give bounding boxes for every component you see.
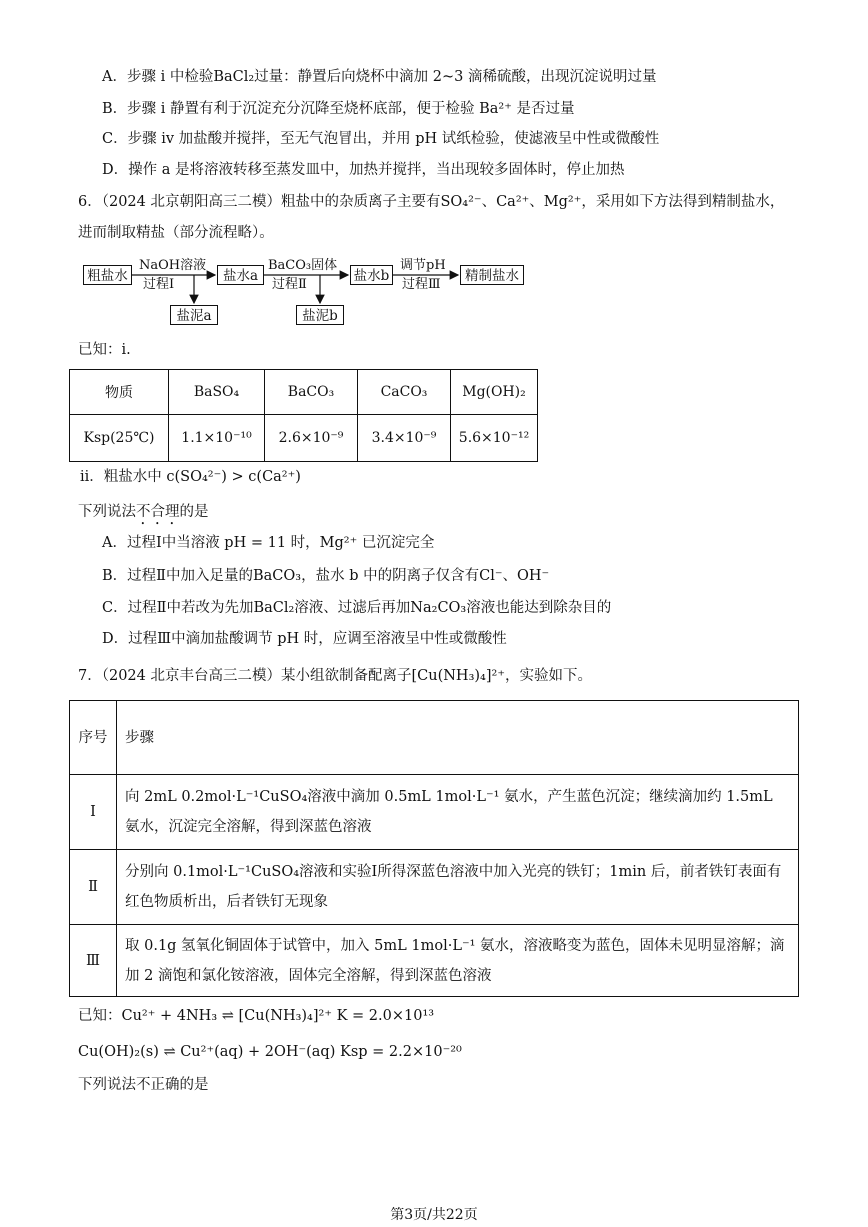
ksp-value-cell: 5.6×10⁻¹² — [451, 415, 538, 462]
ksp-value-cell: 1.1×10⁻¹⁰ — [169, 415, 265, 462]
q5-option-a: A．步骤 i 中检验BaCl₂过量：静置后向烧杯中滴加 2~3 滴稀硫酸，出现沉淀说明过量 — [102, 69, 657, 85]
ksp-table-row — [70, 415, 538, 462]
q5-option-c: C．步骤 iv 加盐酸并搅拌，至无气泡冒出，并用 pH 试纸检验，使滤液呈中性或微酸性 — [102, 131, 660, 147]
ksp-table — [69, 369, 538, 462]
q7-known-2: Cu(OH)₂(s) ⇌ Cu²⁺(aq) + 2OH⁻(aq) Ksp = 2.2×10⁻²⁰ — [78, 1044, 462, 1060]
ksp-header-cell: 物质 — [70, 370, 169, 415]
exp-row-num: Ⅰ — [70, 775, 117, 850]
ksp-value-cell: 2.6×10⁻⁹ — [265, 415, 358, 462]
flow-process-3: 过程Ⅲ — [402, 277, 441, 292]
exp-row-text: 向 2mL 0.2mol·L⁻¹CuSO₄溶液中滴加 0.5mL 1mol·L⁻¹ 氨水，产生蓝色沉淀；继续滴加约 1.5mL 氨水，沉淀完全溶解，得到深蓝色溶液 — [117, 775, 799, 850]
flow-reagent-3: 调节pH — [400, 258, 446, 273]
ksp-row-label: Ksp(25℃) — [70, 415, 169, 462]
q7-known-1: 已知：Cu²⁺ + 4NH₃ ⇌ [Cu(NH₃)₄]²⁺ K = 2.0×10¹³ — [78, 1008, 435, 1024]
ksp-header-cell: Mg(OH)₂ — [451, 370, 538, 415]
flow-box-crude-brine: 粗盐水 — [83, 265, 132, 285]
q6-ask-emphasis: 不合理 — [136, 504, 180, 520]
known-i-label: 已知：i. — [78, 342, 131, 358]
flow-reagent-1: NaOH溶液 — [139, 258, 207, 273]
flow-box-brine-a: 盐水a — [217, 265, 264, 285]
q6-option-a: A．过程Ⅰ中当溶液 pH = 11 时，Mg²⁺ 已沉淀完全 — [102, 535, 435, 551]
experiment-row — [70, 850, 799, 925]
ksp-header-cell: BaSO₄ — [169, 370, 265, 415]
ksp-table-header — [70, 370, 538, 415]
flow-process-2: 过程Ⅱ — [272, 277, 307, 292]
q7-stem: 7．（2024 北京丰台高三二模）某小组欲制备配离子[Cu(NH₃)₄]²⁺，实验如下。 — [78, 668, 592, 684]
ksp-value-cell: 3.4×10⁻⁹ — [358, 415, 451, 462]
flow-box-sludge-a: 盐泥a — [170, 305, 218, 325]
ksp-header-cell: CaCO₃ — [358, 370, 451, 415]
q6-option-d: D．过程Ⅲ中滴加盐酸调节 pH 时，应调至溶液呈中性或微酸性 — [102, 631, 507, 647]
q5-option-d: D．操作 a 是将溶液转移至蒸发皿中，加热并搅拌，当出现较多固体时，停止加热 — [102, 162, 625, 178]
experiment-table-header — [70, 701, 799, 775]
exp-row-text: 分别向 0.1mol·L⁻¹CuSO₄溶液和实验Ⅰ所得深蓝色溶液中加入光亮的铁钉；1min 后，前者铁钉表面有红色物质析出，后者铁钉无现象 — [117, 850, 799, 925]
flow-box-sludge-b: 盐泥b — [296, 305, 344, 325]
q6-option-b: B．过程Ⅱ中加入足量的BaCO₃，盐水 b 中的阴离子仅含有Cl⁻、OH⁻ — [102, 568, 550, 584]
exp-header-step: 步骤 — [117, 701, 799, 775]
flow-process-1: 过程Ⅰ — [143, 277, 175, 292]
q6-option-c: C．过程Ⅱ中若改为先加BaCl₂溶液、过滤后再加Na₂CO₃溶液也能达到除杂目的 — [102, 600, 612, 616]
experiment-table — [69, 700, 799, 997]
q6-ask-pre: 下列说法 — [78, 504, 136, 520]
q7-ask: 下列说法不正确的是 — [78, 1077, 209, 1093]
flow-box-brine-b: 盐水b — [350, 265, 393, 285]
page-footer: 第3页/共22页 — [390, 1207, 478, 1223]
experiment-row — [70, 925, 799, 997]
exp-row-num: Ⅱ — [70, 850, 117, 925]
exp-row-text: 取 0.1g 氢氧化铜固体于试管中，加入 5mL 1mol·L⁻¹ 氨水，溶液略变为蓝色，固体未见明显溶解；滴加 2 滴饱和氯化铵溶液，固体完全溶解，得到深蓝色溶液 — [117, 925, 799, 997]
flow-box-refined-brine: 精制盐水 — [460, 265, 524, 285]
known-ii: ii．粗盐水中 c(SO₄²⁻) > c(Ca²⁺) — [80, 469, 301, 485]
flow-reagent-2: BaCO₃固体 — [268, 258, 338, 273]
exp-header-num: 序号 — [70, 701, 117, 775]
q5-option-b: B．步骤 i 静置有利于沉淀充分沉降至烧杯底部，便于检验 Ba²⁺ 是否过量 — [102, 101, 575, 117]
q6-ask — [78, 502, 209, 528]
experiment-row — [70, 775, 799, 850]
q6-stem-line2: 进而制取精盐（部分流程略）。 — [78, 225, 274, 241]
q6-ask-post: 的是 — [179, 504, 209, 520]
exp-row-num: Ⅲ — [70, 925, 117, 997]
ksp-header-cell: BaCO₃ — [265, 370, 358, 415]
q6-stem-line1: 6．（2024 北京朝阳高三二模）粗盐中的杂质离子主要有SO₄²⁻、Ca²⁺、Mg²⁺，采用如下方法得到精制盐水， — [78, 194, 785, 210]
